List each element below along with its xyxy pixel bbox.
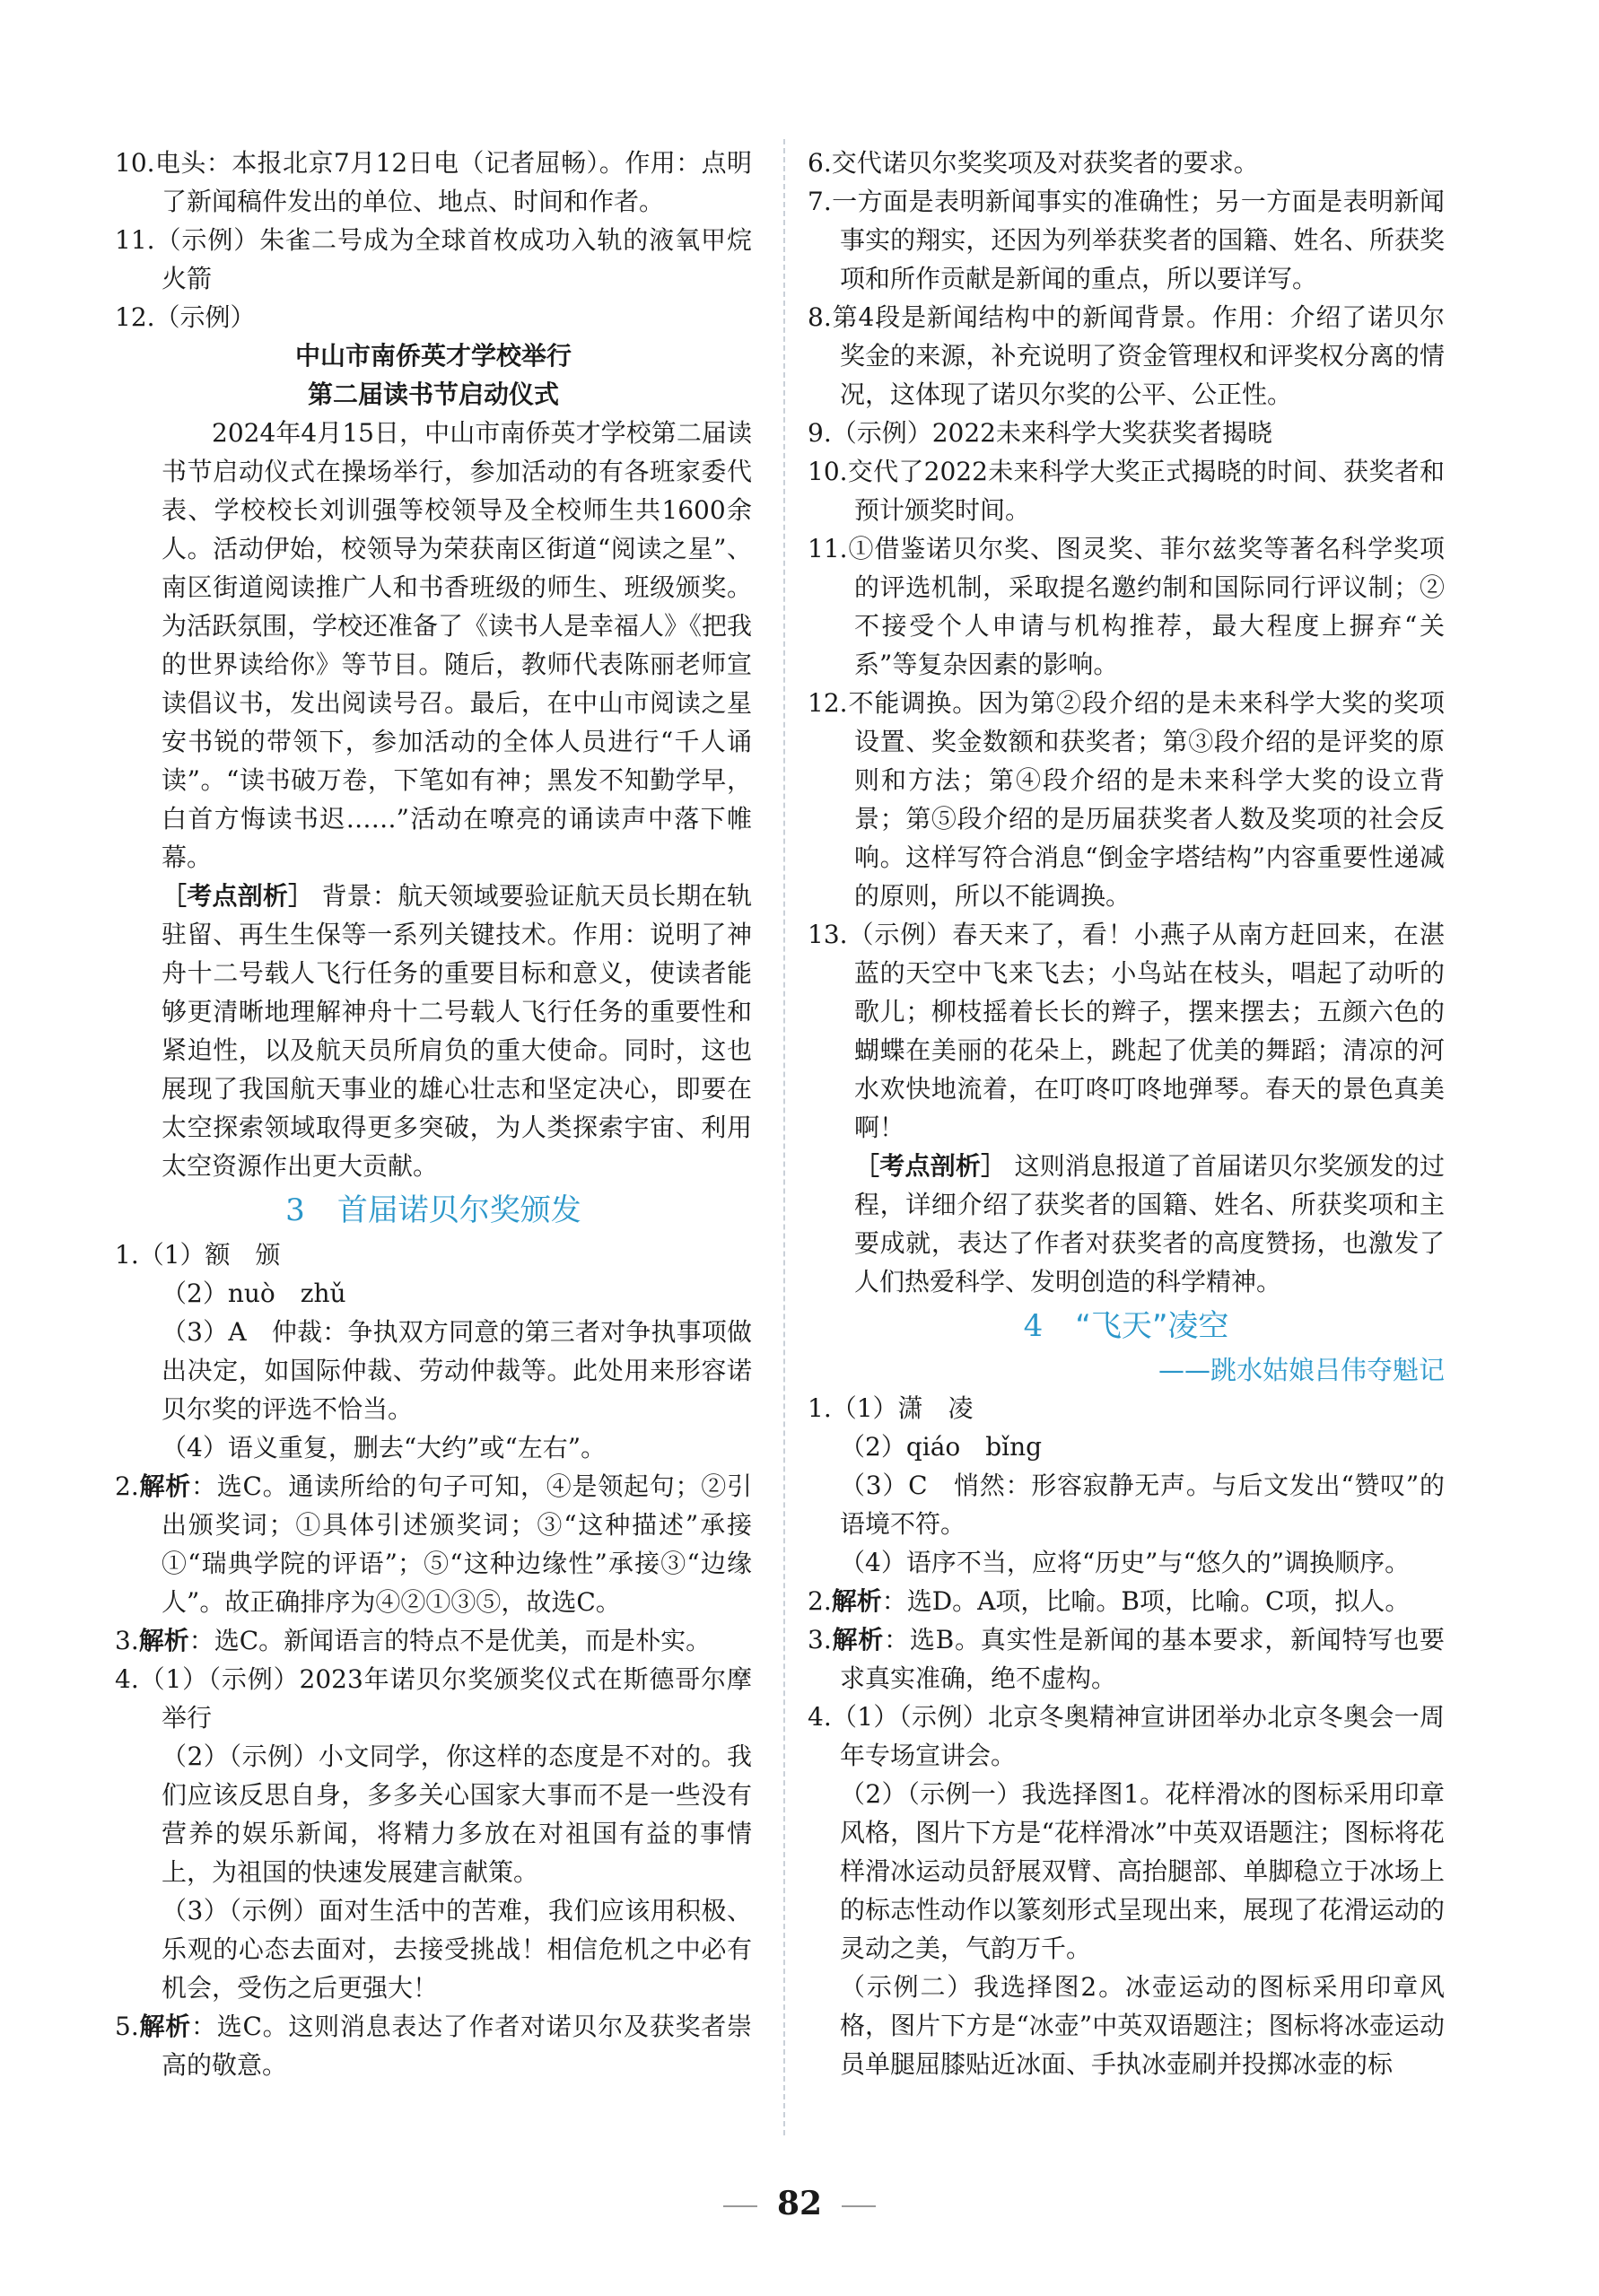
s3-answer-1-3: （3）A 仲裁：争执双方同意的第三者对争执事项做出决定，如国际仲裁、劳动仲裁等。此处用来形容诺贝尔奖的评选不恰当。 bbox=[162, 1317, 752, 1424]
s3-answer-2-label: 解析 bbox=[138, 1471, 191, 1501]
right-column bbox=[808, 144, 1445, 2083]
answer-6: 6.交代诺贝尔奖奖项及对获奖者的要求。 bbox=[808, 148, 1259, 178]
s4-answer-1-1: 1.（1）潇 凌 bbox=[808, 1393, 974, 1423]
s4-answer-2: 2.解析：选D。A项，比喻。B项，比喻。C项，拟人。 bbox=[808, 1586, 1411, 1616]
s3-answer-3: 3.解析：选C。新闻语言的特点不是优美，而是朴实。 bbox=[115, 1626, 712, 1655]
answer-10-right: 10.交代了2022未来科学大奖正式揭晓的时间、获奖者和预计颁奖时间。 bbox=[808, 457, 1445, 525]
answer-11-right: 11.①借鉴诺贝尔奖、图灵奖、菲尔兹奖等著名科学奖项的评选机制，采取提名邀约制和国际同行评议制；②不接受个人申请与机构推荐，最大程度上摒弃“关系”等复杂因素的影响。 bbox=[808, 534, 1445, 679]
page-number bbox=[0, 2185, 1599, 2222]
answer-13-right: 13.（示例）春天来了，看！小燕子从南方赶回来，在湛蓝的天空中飞来飞去；小鸟站在枝头，唱起了动听的歌儿；柳枝摇着长长的辫子，摆来摆去；五颜六色的蝴蝶在美丽的花朵上，跳起了优美的舞蹈；清凉的河水欢快地流着，在叮咚叮咚地弹琴。春天的景色真美啊！ bbox=[808, 920, 1445, 1142]
s3-answer-4-2: （2）（示例）小文同学，你这样的态度是不对的。我们应该反思自身，多多关心国家大事而不是一些没有营养的娱乐新闻，将精力多放在对祖国有益的事情上，为祖国的快速发展建言献策。 bbox=[162, 1742, 752, 1887]
news-title-line-1: 中山市南侨英才学校举行 bbox=[294, 341, 572, 371]
answer-8: 8.第4段是新闻结构中的新闻背景。作用：介绍了诺贝尔奖金的来源，补充说明了资金管理权和评奖权分离的情况，这体现了诺贝尔奖的公平、公正性。 bbox=[808, 302, 1445, 409]
s4-answer-3: 3.解析：选B。真实性是新闻的基本要求，新闻特写也要求真实准确，绝不虚构。 bbox=[808, 1625, 1445, 1693]
answer-12-right: 12.不能调换。因为第②段介绍的是未来科学大奖的奖项设置、奖金数额和获奖者；第③段介绍的是评奖的原则和方法；第④段介绍的是未来科学大奖的设立背景；第⑤段介绍的是历届获奖者人数及奖项的社会反响。这样写符合消息“倒金字塔结构”内容重要性递减的原则，所以不能调换。 bbox=[808, 688, 1445, 911]
answer-11: 11.（示例）朱雀二号成为全球首枚成功入轨的液氧甲烷火箭 bbox=[115, 225, 752, 293]
s3-answer-4-3: （3）（示例）面对生活中的苦难，我们应该用积极、乐观的心态去面对，去接受挑战！相信危机之中必有机会，受伤之后更强大！ bbox=[162, 1896, 752, 2003]
section-4-title: “飞天”凌空 bbox=[1075, 1308, 1229, 1344]
answer-7: 7.一方面是表明新闻事实的准确性；另一方面是表明新闻事实的翔实，还因为列举获奖者的国籍、姓名、所获奖项和所作贡献是新闻的重点，所以要详写。 bbox=[808, 187, 1445, 293]
column-divider bbox=[783, 139, 785, 2135]
s4-answer-4-2: （2）（示例一）我选择图1。花样滑冰的图标采用印章风格，图片下方是“花样滑冰”中英双语题注；图标将花样滑冰运动员舒展双臂、高抬腿部、单脚稳立于冰场上的标志性动作以篆刻形式呈现出来，展现了花滑运动的灵动之美，气韵万千。 bbox=[840, 1779, 1445, 1963]
section-3-title: 首届诺贝尔奖颁发 bbox=[336, 1192, 581, 1228]
s4-answer-1-2: （2）qiáo bǐng bbox=[840, 1432, 1043, 1462]
s3-answer-4-1: 4.（1）（示例）2023年诺贝尔奖颁奖仪式在斯德哥尔摩举行 bbox=[115, 1664, 752, 1733]
s3-answer-1-2: （2）nuò zhǔ bbox=[162, 1279, 346, 1308]
section-4-heading bbox=[808, 1303, 1445, 1349]
page-number-rule-right bbox=[842, 2205, 876, 2207]
answer-12: 12.（示例） bbox=[115, 302, 256, 332]
s3-answer-1-4: （4）语义重复，删去“大约”或“左右”。 bbox=[162, 1433, 607, 1462]
s4-answer-3-text: ：选B。真实性是新闻的基本要求，新闻特写也要求真实准确，绝不虚构。 bbox=[840, 1625, 1445, 1693]
answer-10: 10.电头：本报北京7月12日电（记者屈畅）。作用：点明了新闻稿件发出的单位、地点、时间和作者。 bbox=[115, 148, 752, 216]
page-number-rule-left bbox=[723, 2205, 757, 2207]
s3-answer-3-label: 解析 bbox=[138, 1626, 189, 1655]
answer-9: 9.（示例）2022未来科学大奖获奖者揭晓 bbox=[808, 418, 1272, 448]
analysis-tag: ［考点剖析］ bbox=[162, 881, 314, 911]
s3-answer-2-text: ：选C。通读所给的句子可知，④是领起句；②引出颁奖词；①具体引述颁奖词；③“这种描述”承接①“瑞典学院的评语”；⑤“这种边缘性”承接③“边缘人”。故正确排序为④②①③⑤，故选C。 bbox=[162, 1471, 752, 1617]
s4-answer-3-label: 解析 bbox=[831, 1625, 885, 1654]
s3-answer-5: 5.解析：选C。这则消息表达了作者对诺贝尔及获奖者崇高的敬意。 bbox=[115, 2012, 752, 2080]
analysis-tag: ［考点剖析］ bbox=[854, 1151, 1007, 1181]
news-title-line-2: 第二届读书节启动仪式 bbox=[307, 380, 559, 409]
section-4-subtitle: ——跳水姑娘吕伟夺魁记 bbox=[1158, 1355, 1445, 1385]
s4-answer-4-3: （示例二）我选择图2。冰壶运动的图标采用印章风格，图片下方是“冰壶”中英双语题注；图标将冰壶运动员单腿屈膝贴近冰面、手执冰壶刷并投掷冰壶的标 bbox=[840, 1972, 1445, 2079]
s4-answer-1-3: （3）C 悄然：形容寂静无声。与后文发出“赞叹”的语境不符。 bbox=[840, 1471, 1445, 1539]
s4-answer-2-label: 解析 bbox=[831, 1586, 882, 1616]
s3-answer-5-text: ：选C。这则消息表达了作者对诺贝尔及获奖者崇高的敬意。 bbox=[162, 2012, 752, 2080]
analysis-block-right bbox=[808, 1147, 1445, 1301]
s3-answer-5-label: 解析 bbox=[138, 2012, 191, 2041]
analysis-block-left bbox=[115, 877, 752, 1185]
s4-answer-4-1: 4.（1）（示例）北京冬奥精神宣讲团举办北京冬奥会一周年专场宣讲会。 bbox=[808, 1702, 1445, 1770]
left-column bbox=[115, 144, 752, 2084]
section-4-number: 4 bbox=[1023, 1308, 1044, 1344]
section-3-heading bbox=[115, 1187, 752, 1234]
s3-answer-3-text: ：选C。新闻语言的特点不是优美，而是朴实。 bbox=[188, 1626, 712, 1655]
analysis-text: 背景：航天领域要验证航天员长期在轨驻留、再生生保等一系列关键技术。作用：说明了神舟十二号载人飞行任务的重要目标和意义，使读者能够更清晰地理解神舟十二号载人飞行任务的重要性和紧迫性，以及航天员所肩负的重大使命。同时，这也展现了我国航天事业的雄心壮志和坚定决心，即要在太空探索领域取得更多突破，为人类探索宇宙、利用太空资源作出更大贡献。 bbox=[162, 881, 752, 1181]
s4-answer-1-4: （4）语序不当，应将“历史”与“悠久的”调换顺序。 bbox=[840, 1548, 1411, 1577]
s4-answer-2-text: ：选D。A项，比喻。B项，比喻。C项，拟人。 bbox=[881, 1586, 1411, 1616]
page-number-text: 82 bbox=[776, 2185, 823, 2222]
s3-answer-1-1: 1.（1）额 颁 bbox=[115, 1240, 281, 1270]
analysis-text: 这则消息报道了首届诺贝尔奖颁发的过程，详细介绍了获奖者的国籍、姓名、所获奖项和主要成就，表达了作者对获奖者的高度赞扬，也激发了人们热爱科学、发明创造的科学精神。 bbox=[854, 1151, 1445, 1296]
s3-answer-2: 2.解析：选C。通读所给的句子可知，④是领起句；②引出颁奖词；①具体引述颁奖词；③“这种描述”承接①“瑞典学院的评语”；⑤“这种边缘性”承接③“边缘人”。故正确排序为④②①③⑤，故选C。 bbox=[115, 1471, 752, 1617]
section-3-number: 3 bbox=[285, 1192, 305, 1228]
news-body: 2024年4月15日，中山市南侨英才学校第二届读书节启动仪式在操场举行，参加活动的有各班家委代表、学校校长刘训强等校领导及全校师生共1600余人。活动伊始，校领导为荣获南区街道“阅读之星”、南区街道阅读推广人和书香班级的师生、班级颁奖。为活跃氛围，学校还准备了《读书人是幸福人》《把我的世界读给你》等节目。随后，教师代表陈丽老师宣读倡议书，发出阅读号召。最后，在中山市阅读之星安书锐的带领下，参加活动的全体人员进行“千人诵读”。“读书破万卷，下笔如有神；黑发不知勤学早，白首方悔读书迟……”活动在嘹亮的诵读声中落下帷幕。 bbox=[162, 418, 753, 872]
